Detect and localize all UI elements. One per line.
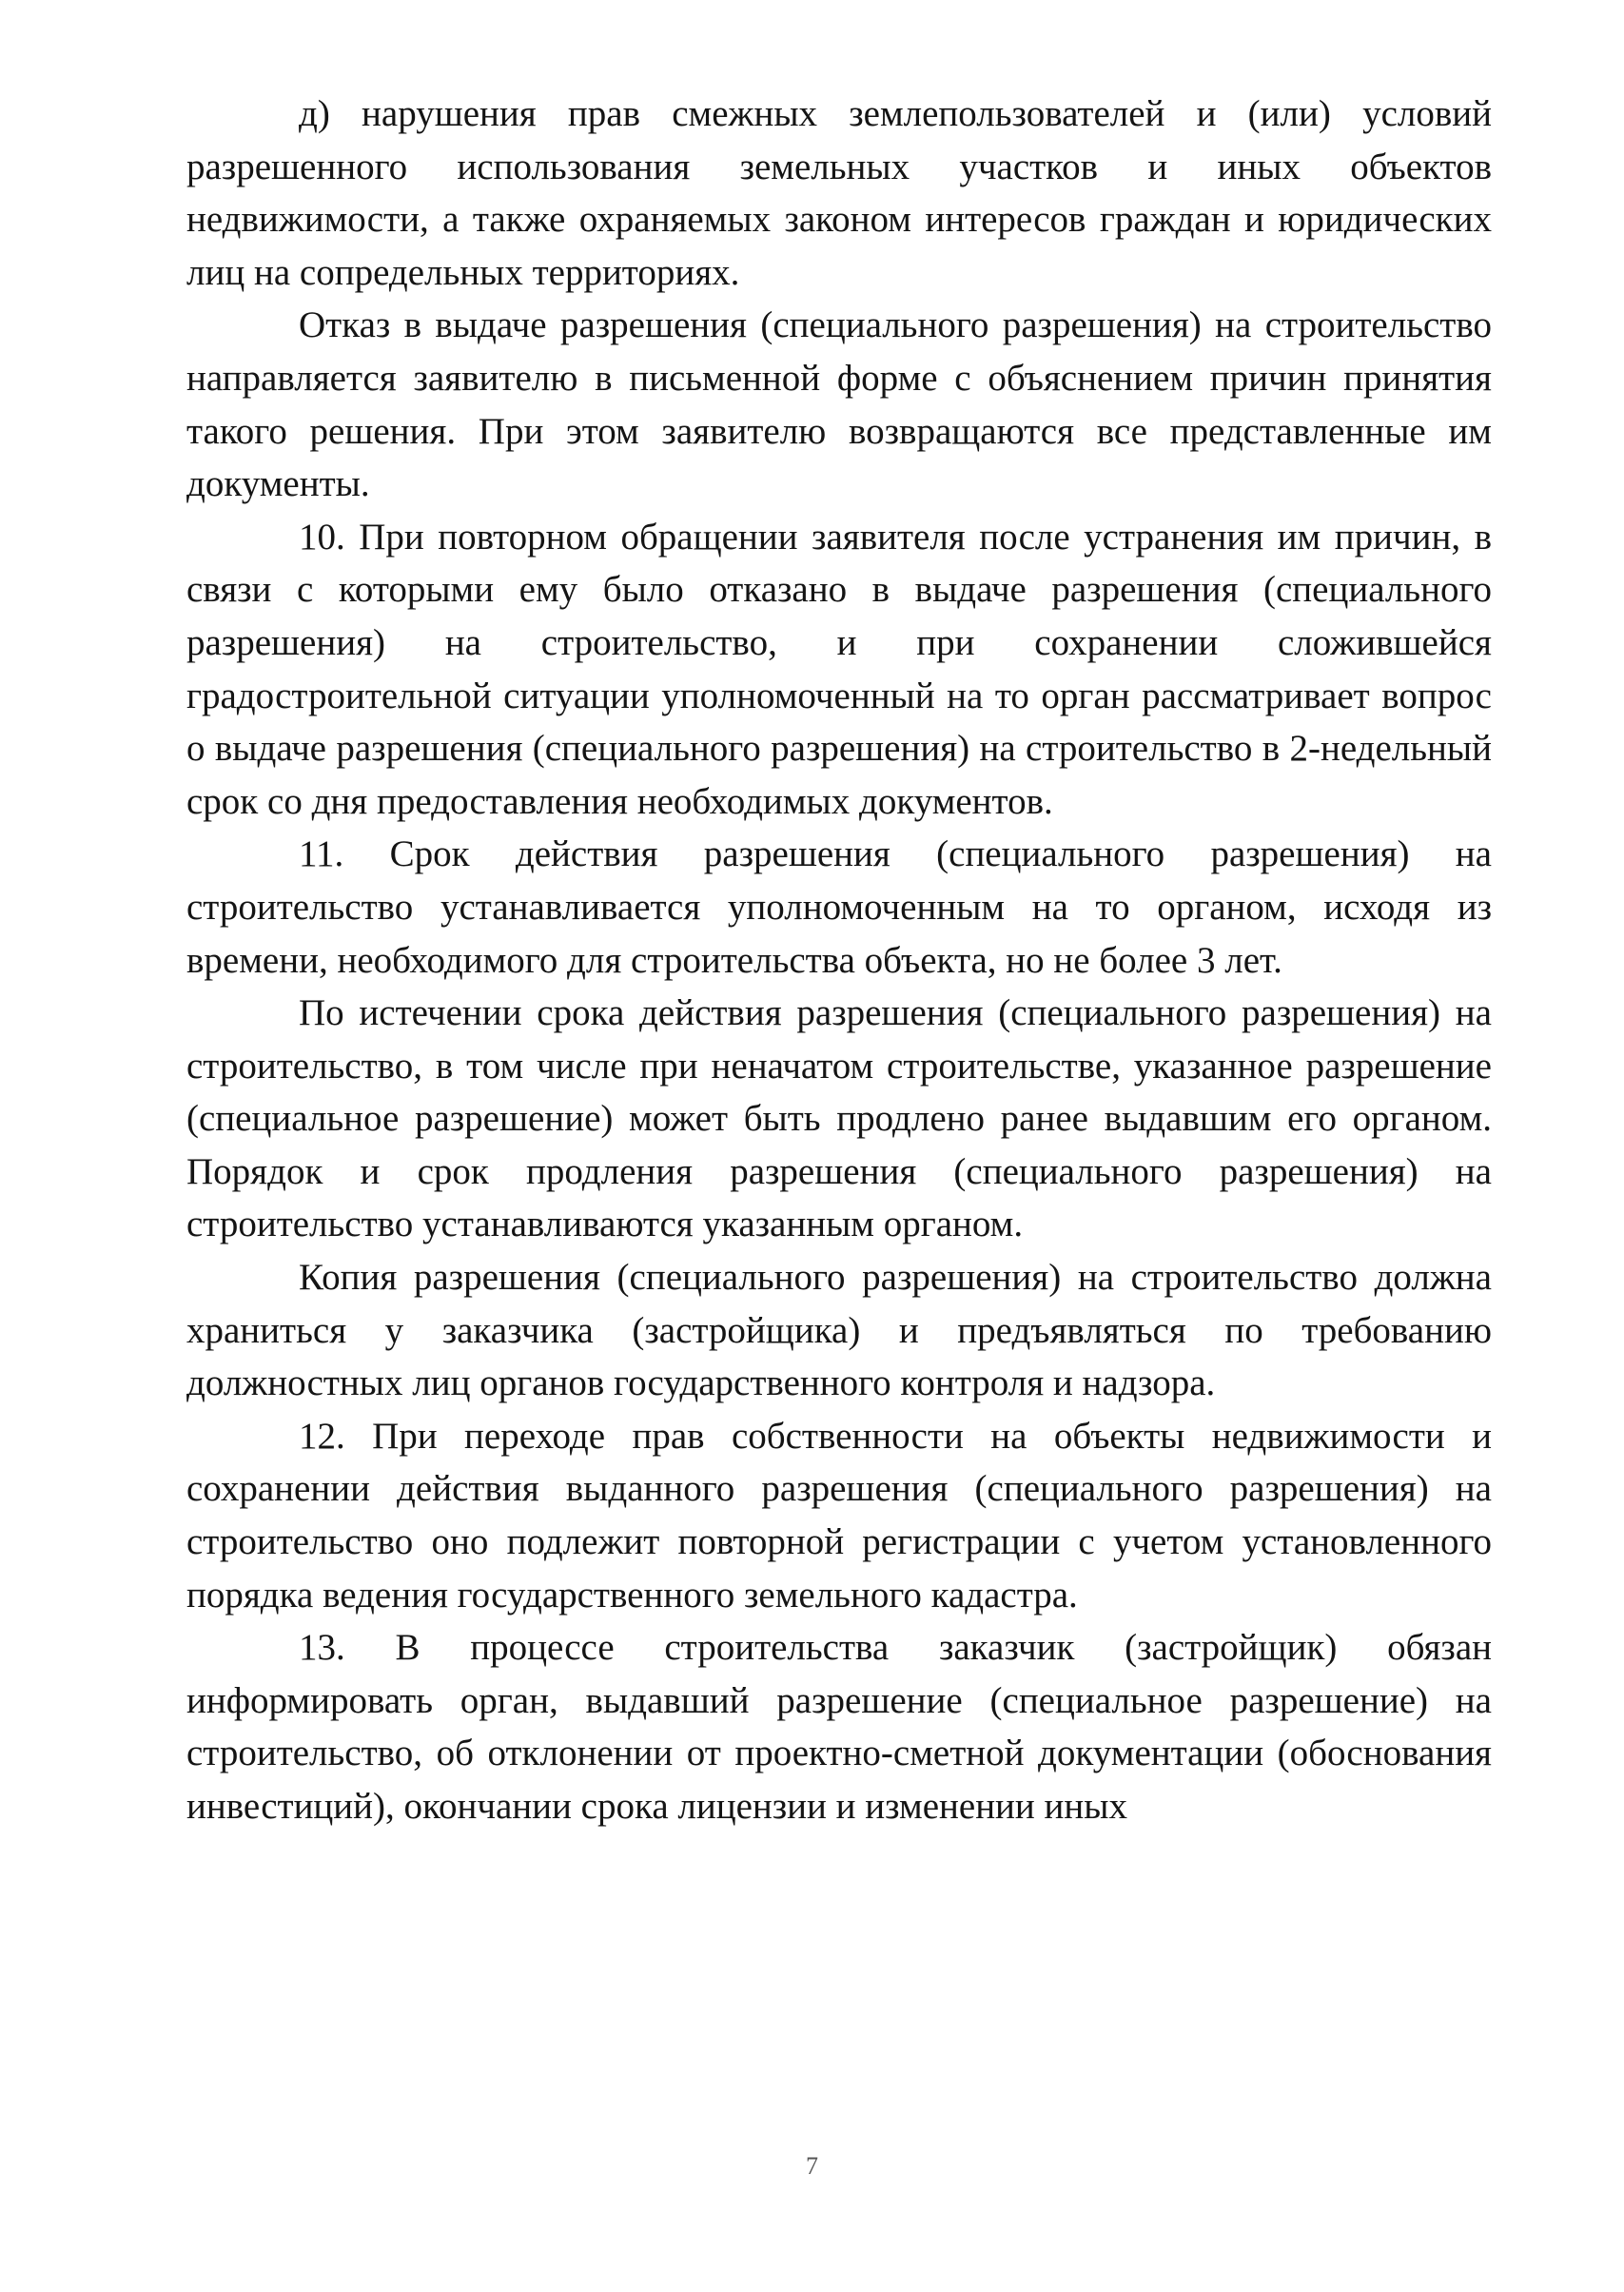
paragraph-11: 11. Срок действия разрешения (специального разрешения) на строительство устанавливается уполномоченным на то органом, исходя из времени, необходимого для строительства объекта, но не более 3 лет.: [186, 833, 1492, 981]
paragraph-copy: Копия разрешения (специального разрешения) на строительство должна храниться у заказчика (застройщика) и предъявляться по требованию должностных лиц органов государственного контроля и надзора.: [186, 1257, 1492, 1404]
paragraph-refusal: Отказ в выдаче разрешения (специального разрешения) на строительство направляется заявителю в письменной форме с объяснением причин принятия такого решения. При этом заявителю возвращаются все представленные им документы.: [186, 304, 1492, 505]
paragraph-item-d: д) нарушения прав смежных землепользователей и (или) условий разрешенного использования земельных участков и иных объектов недвижимости, а также охраняемых законом интересов граждан и юридических лиц на сопредельных территориях.: [186, 93, 1492, 293]
paragraph-10: 10. При повторном обращении заявителя после устранения им причин, в связи с которыми ему было отказано в выдаче разрешения (специального разрешения) на строительство, и при сохранении сложившейся градостроительной ситуации уполномоченный на то орган рассматривает вопрос о выдаче разрешения (специального разрешения) на строительство в 2-недельный срок со дня предоставления необходимых документов.: [186, 516, 1492, 822]
page-number: 7: [806, 2152, 818, 2180]
paragraph-12: 12. При переходе прав собственности на объекты недвижимости и сохранении действия выданного разрешения (специального разрешения) на строительство оно подлежит повторной регистрации с учетом установленного порядка ведения государственного земельного кадастра.: [186, 1415, 1492, 1616]
paragraph-extension: По истечении срока действия разрешения (специального разрешения) на строительство, в том числе при неначатом строительстве, указанное разрешение (специальное разрешение) может быть продлено ранее выдавшим его органом. Порядок и срок продления разрешения (специального разрешения) на строительство устанавливаются указанным органом.: [186, 992, 1492, 1245]
paragraph-13: 13. В процессе строительства заказчик (застройщик) обязан информировать орган, выдавший разрешение (специальное разрешение) на строительство, об отклонении от проектно-сметной документации (обоснования инвестиций), окончании срока лицензии и изменении иных: [186, 1627, 1492, 1827]
document-body: [186, 88, 1492, 1833]
